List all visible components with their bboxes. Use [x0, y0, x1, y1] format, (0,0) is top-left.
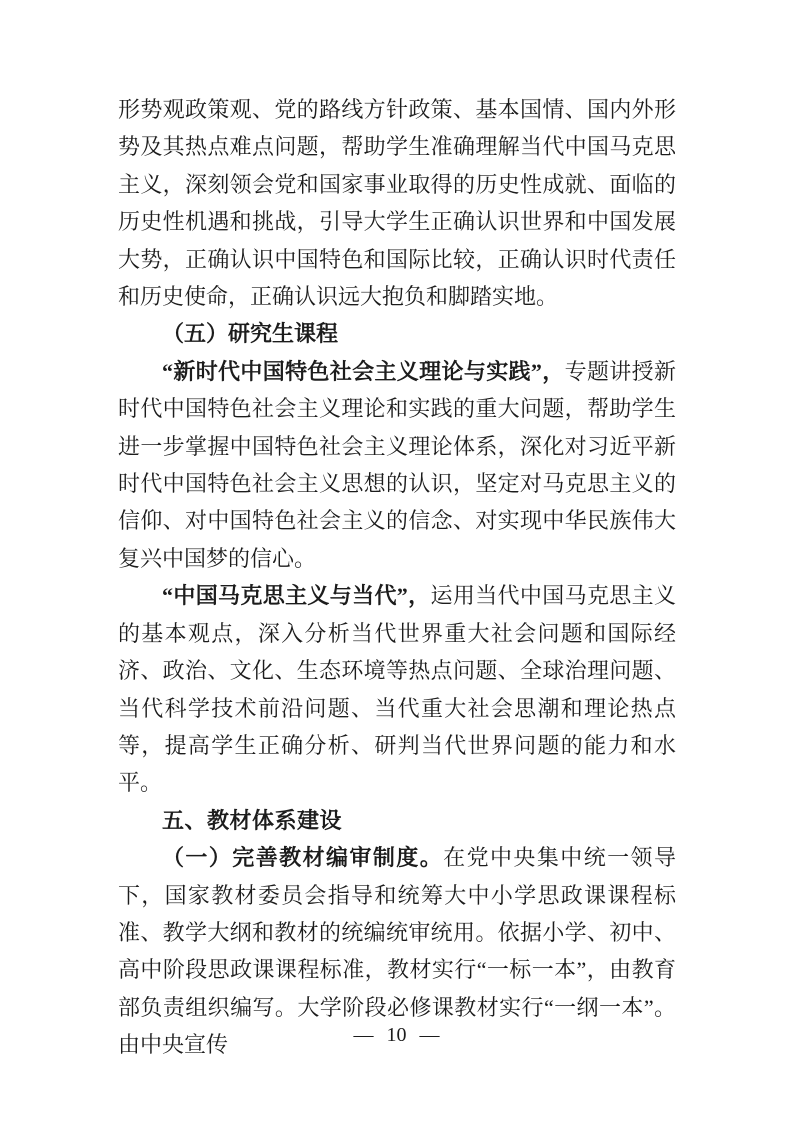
- paragraph-chinese-marxism-contemporary: [118, 577, 676, 801]
- course-title-new-era-theory-practice: “新时代中国特色社会主义理论与实践”，: [162, 358, 565, 384]
- course-title-chinese-marxism-contemporary: “中国马克思主义与当代”，: [162, 583, 431, 609]
- section-heading-graduate-courses: （五）研究生课程: [162, 321, 339, 347]
- paragraph-text: 专题讲授新时代中国特色社会主义理论和实践的重大问题，帮助学生进一步掌握中国特色社会主义理论体系，深化对习近平新时代中国特色社会主义思想的认识，坚定对马克思主义的信仰、对中国特色社会主义的信念、对实现中华民族伟大复兴中国梦的信心。: [118, 358, 676, 571]
- section-heading-textbook-system: 五、教材体系建设: [162, 807, 343, 833]
- subsection-title-textbook-review: （一）完善教材编审制度。: [162, 845, 444, 871]
- paragraph-text: 在党中央集中统一领导下，国家教材委员会指导和统筹大中小学思政课课程标准、教学大纲和教材的统编统审统用。依据小学、初中、高中阶段思政课课程标准，教材实行“一标一本”，由教育部负责组织编写。大学阶段必修课教材实行“一纲一本”。由中央宣传: [118, 845, 676, 1058]
- paragraph-continuation-undergraduate-course: 形势观政策观、党的路线方针政策、基本国情、国内外形势及其热点难点问题，帮助学生准确理解当代中国马克思主义，深刻领会党和国家事业取得的历史性成就、面临的历史性机遇和挑战，引导大学生正确认识世界和中国发展大势，正确认识中国特色和国际比较，正确认识时代责任和历史使命，正确认识远大抱负和脚踏实地。: [118, 97, 676, 310]
- page-number: — 10 —: [353, 1024, 440, 1046]
- paragraph-text: 运用当代中国马克思主义的基本观点，深入分析当代世界重大社会问题和国际经济、政治、文化、生态环境等热点问题、全球治理问题、当代科学技术前沿问题、当代重大社会思潮和理论热点等，提高学生正确分析、研判当代世界问题的能力和水平。: [118, 583, 676, 796]
- document-body: [118, 91, 676, 1064]
- paragraph-new-era-theory-practice: [118, 353, 676, 577]
